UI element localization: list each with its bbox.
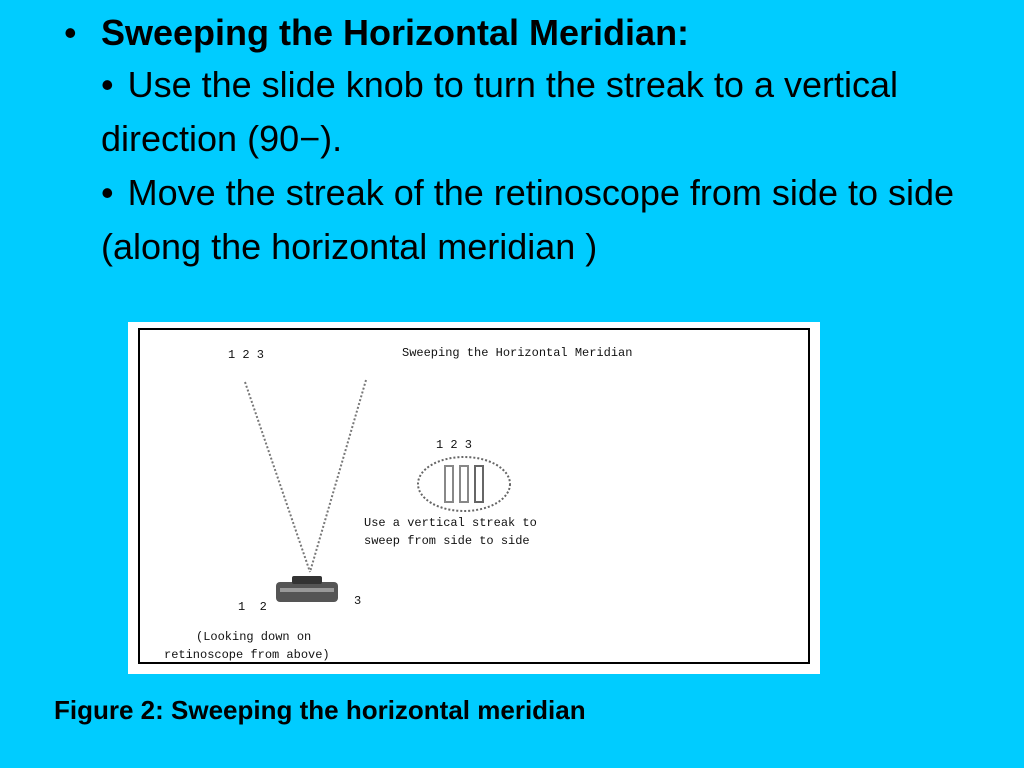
beam-right-line bbox=[310, 380, 366, 572]
bullet-icon: • bbox=[101, 172, 114, 213]
bullet-icon: • bbox=[64, 12, 77, 53]
figure-caption: Figure 2: Sweeping the horizontal meridian bbox=[54, 695, 586, 725]
streak-2 bbox=[460, 466, 468, 502]
sub-point-2 bbox=[101, 166, 1004, 274]
position-labels-pupil: 1 2 3 bbox=[436, 438, 473, 452]
retinoscope-detail bbox=[280, 588, 334, 592]
streak-1 bbox=[445, 466, 453, 502]
beam-left-line bbox=[245, 382, 310, 572]
instruction-line-1: Use a vertical streak to bbox=[364, 516, 537, 530]
note-line-1: (Looking down on bbox=[196, 630, 312, 644]
slide-text bbox=[64, 8, 1004, 274]
figure-image bbox=[128, 322, 820, 674]
figure-border bbox=[138, 328, 810, 664]
retinoscope-top bbox=[292, 576, 322, 584]
instruction-line-2: sweep from side to side bbox=[364, 534, 530, 548]
note-line-2: retinoscope from above) bbox=[164, 648, 330, 662]
slide-heading: Sweeping the Horizontal Meridian: bbox=[101, 12, 690, 53]
sub-point-text: Move the streak of the retinoscope from side to side (along the horizontal meridian ) bbox=[101, 172, 955, 267]
bullet-icon: • bbox=[101, 64, 114, 105]
figure-title: Sweeping the Horizontal Meridian bbox=[402, 346, 633, 360]
position-label-bottom-right: 3 bbox=[354, 594, 362, 608]
streak-3 bbox=[475, 466, 483, 502]
heading-bullet-row bbox=[64, 8, 1004, 58]
position-labels-bottom-left: 1 2 bbox=[238, 600, 267, 614]
position-labels-top: 1 2 3 bbox=[228, 348, 265, 362]
sub-point-text: Use the slide knob to turn the streak to a vertical direction (90−). bbox=[101, 64, 899, 159]
sub-point-1 bbox=[101, 58, 1004, 166]
